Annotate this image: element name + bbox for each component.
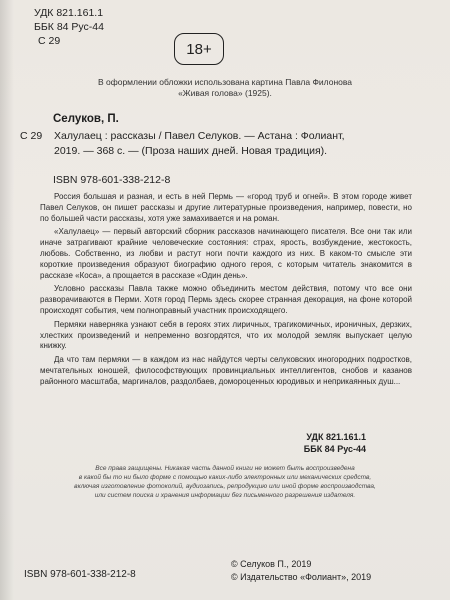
spine-shadow [0, 0, 14, 600]
record-line-2: 2019. — 368 с. — (Проза наших дней. Новая традиция). [54, 145, 328, 157]
bbk-code-bottom: ББК 84 Рус-44 [303, 444, 366, 454]
cover-credit [60, 77, 390, 99]
copyright-block [231, 558, 371, 584]
annotation [40, 192, 412, 391]
rights-line-2: в какой бы то ни было форме с помощью каких-либо электронных или механических средств, [78, 474, 372, 481]
age-rating-badge: 18+ [174, 33, 224, 65]
udk-code-bottom: УДК 821.161.1 [306, 432, 366, 442]
rights-notice [50, 464, 400, 500]
isbn-bottom: ISBN 978-601-338-212-8 [24, 569, 136, 580]
bbk-code: ББК 84 Рус-44 [34, 21, 104, 33]
annotation-paragraph: «Халулаец» — первый авторский сборник рассказов начинающего писателя. Все они так или иначе затрагивают крайние человеческие состояния: страх, ярость, возбуждение, жестокость, любовь. Собственно, из любви и растут ноги почти каждого из них. В каком-то смысле эти короткие произведения образуют биографию одного героя, с которым читатель знакомится в рассказе «Коса», а прощается в рассказе «Один день». [40, 227, 412, 280]
classification-block [34, 6, 104, 48]
record-line-1: Халулаец : рассказы / Павел Селуков. — Астана : Фолиант, [54, 130, 345, 142]
catalog-record [20, 129, 440, 159]
annotation-paragraph: Россия большая и разная, и есть в ней Пермь — «город труб и огней». В этом городе живет Павел Селуков, он пишет рассказы и другие литературные произведения, например, повести, но по большей части рассказы, хотя уже замахивается и на роман. [40, 192, 412, 223]
copyright-author: © Селуков П., 2019 [231, 559, 312, 569]
udk-code: УДК 821.161.1 [34, 7, 104, 19]
rights-line-1: Все права защищены. Никакая часть данной книги не может быть воспроизведена [95, 465, 355, 472]
record-code: С 29 [20, 130, 43, 142]
annotation-paragraph: Условно рассказы Павла также можно объединить местом действия, потому что все они разворачиваются в Перми. Хотя город Пермь здесь скорее странная декорация, на фоне которой происходят события, чем полноправный участник происходящего. [40, 284, 412, 315]
annotation-paragraph: Да что там пермяки — в каждом из нас найдутся черты селуковских иногородних подростков, мечтательных юношей, философствующих провинциальных интеллигентов, снобов и казанов районного масштаба, маргиналов, раздолбаев, домороценных юродивых и неприкаянных душ... [40, 355, 412, 386]
copyright-publisher: © Издательство «Фолиант», 2019 [231, 572, 372, 582]
annotation-paragraph: Пермяки наверняка узнают себя в героях этих лиричных, трагикомичных, ироничных, дерзких, хлестких произведений и непременно возгордятся, что их молодой земляк выпускает целую книжку. [40, 319, 412, 351]
record-author: Селуков, П. [53, 113, 119, 125]
record-isbn: ISBN 978-601-338-212-8 [53, 174, 171, 186]
author-sign: С 29 [38, 35, 61, 47]
rights-line-4: или систем поиска и хранения информации без письменного разрешения издателя. [94, 492, 356, 499]
cover-credit-line-1: В оформлении обложки использована картина Павла Филонова [97, 77, 353, 87]
rights-line-3: включая изготовление фотокопий, аудиозапись, репродукцию или иной форме воспроизводства, [74, 483, 376, 490]
classification-bottom [286, 431, 366, 455]
cover-credit-line-2: «Живая голова» (1925). [178, 88, 272, 98]
